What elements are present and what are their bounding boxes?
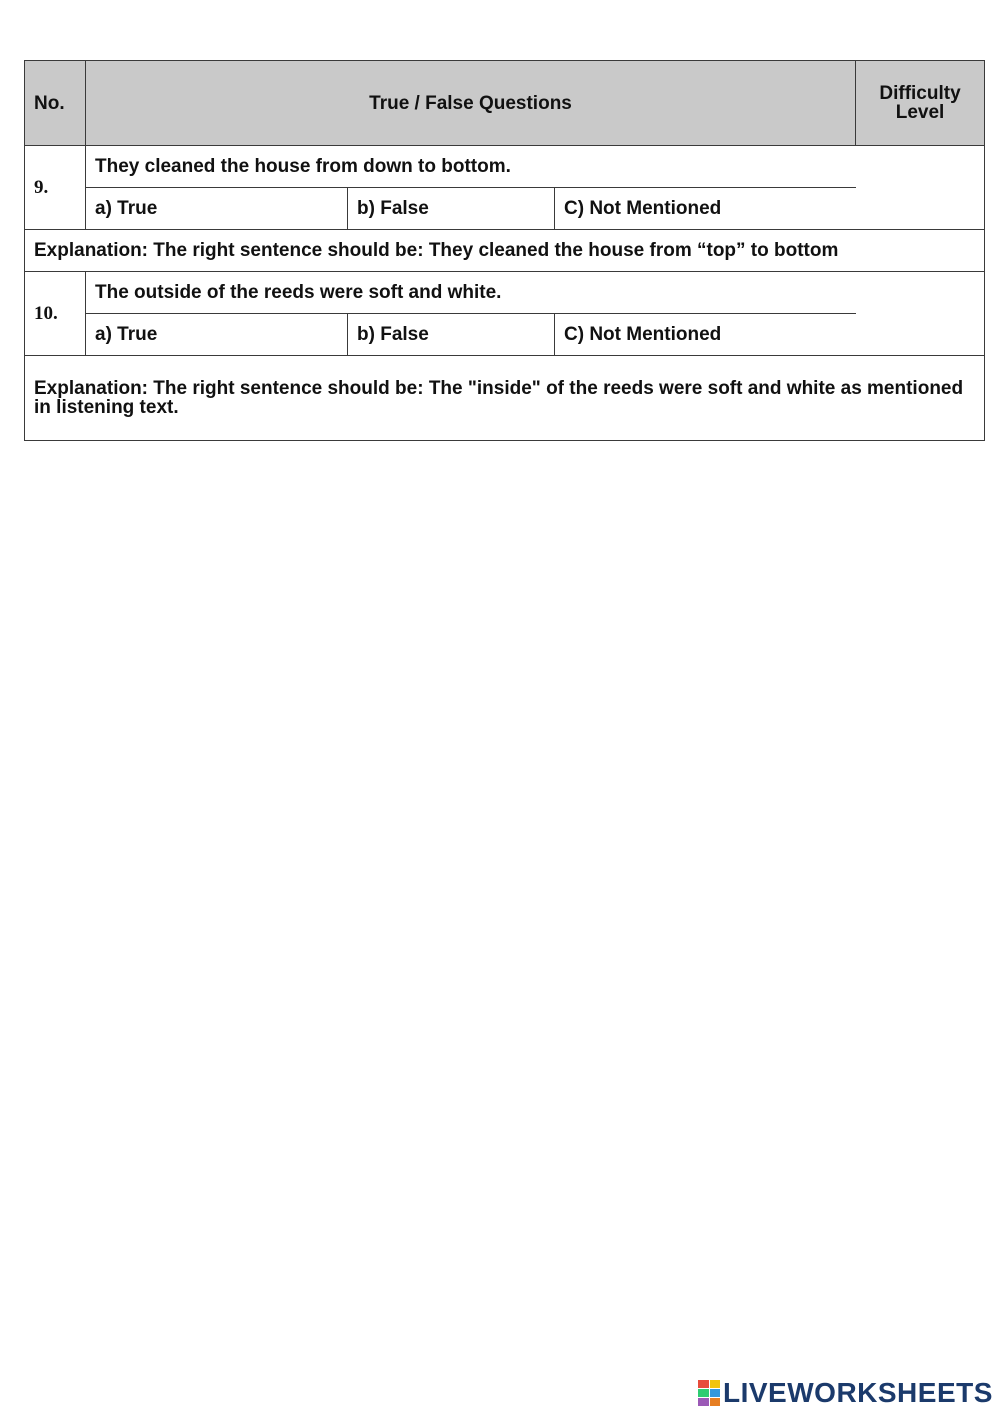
difficulty-cell	[856, 146, 985, 230]
option-a[interactable]: a) True	[86, 188, 348, 230]
explanation-row	[25, 356, 985, 441]
option-b[interactable]: b) False	[348, 188, 555, 230]
option-c[interactable]: C) Not Mentioned	[555, 314, 856, 356]
difficulty-cell	[856, 272, 985, 356]
header-no: No.	[25, 61, 86, 146]
liveworksheets-logo[interactable]	[698, 1377, 993, 1409]
explanation-text: Explanation: The right sentence should be: The "inside" of the reeds were soft and white as mentioned in listening text.	[25, 356, 985, 441]
true-false-table	[24, 60, 985, 441]
question-text: They cleaned the house from down to bottom.	[86, 146, 856, 188]
options-row	[25, 314, 985, 356]
header-difficulty-line2: Level	[895, 102, 945, 123]
question-number: 9.	[25, 146, 86, 230]
explanation-text: Explanation: The right sentence should be: They cleaned the house from “top” to bottom	[25, 230, 985, 272]
explanation-row	[25, 230, 985, 272]
question-text: The outside of the reeds were soft and white.	[86, 272, 856, 314]
option-a[interactable]: a) True	[86, 314, 348, 356]
question-row	[25, 146, 985, 188]
liveworksheets-mark-icon	[698, 1380, 720, 1406]
question-row	[25, 272, 985, 314]
table-header-row	[25, 61, 985, 146]
option-b[interactable]: b) False	[348, 314, 555, 356]
options-row	[25, 188, 985, 230]
option-c[interactable]: C) Not Mentioned	[555, 188, 856, 230]
header-difficulty	[856, 61, 985, 146]
question-number: 10.	[25, 272, 86, 356]
header-difficulty-line1: Difficulty	[879, 83, 961, 104]
brand-name: LIVEWORKSHEETS	[723, 1377, 993, 1408]
header-questions: True / False Questions	[86, 61, 856, 146]
